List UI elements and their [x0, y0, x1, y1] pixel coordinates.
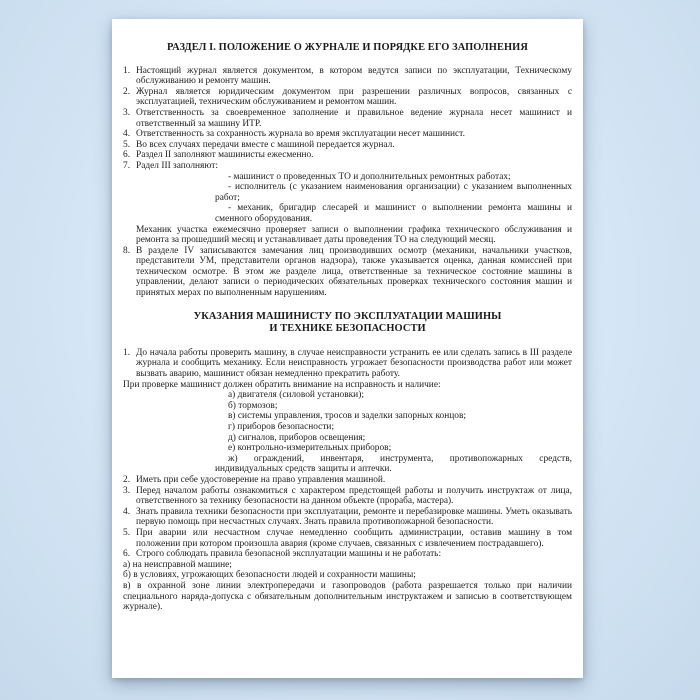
item-number: 4. [123, 129, 131, 140]
list-item [123, 549, 572, 560]
item-text: Иметь при себе удостоверение на право управления машиной. [136, 474, 386, 485]
list-item [123, 150, 572, 161]
list-item [123, 528, 572, 549]
sub-list-item: - машинист о проведенных ТО и дополнительных ремонтных работах; [228, 171, 511, 182]
item-number: 2. [123, 86, 131, 97]
check-list-item: д) сигналов, приборов освещения; [228, 432, 366, 443]
item-number: 8. [123, 245, 131, 256]
check-list-item: е) контрольно-измерительных приборов; [228, 443, 392, 454]
item-number: 7. [123, 160, 131, 171]
item-text: Раздел II заполняют машинисты ежесменно. [136, 150, 314, 161]
section2-title [123, 311, 572, 336]
item-number: 6. [123, 150, 131, 161]
list-item [123, 161, 572, 172]
list-item [123, 246, 572, 299]
item-number: 5. [123, 139, 131, 150]
item-number: 1. [123, 65, 131, 76]
item-text: Строго соблюдать правила безопасной эксплуатации машины и не работать: [136, 549, 442, 560]
check-list-item: а) двигателя (силовой установки); [228, 390, 364, 401]
list-item [123, 66, 572, 87]
item-number: 6. [123, 549, 131, 560]
page-content [112, 19, 583, 678]
item-number: 3. [123, 107, 131, 118]
sub-list-item: - механик, бригадир слесарей и машинист о выполнении ремонта машины и сменного оборудования. [215, 203, 572, 224]
item-text: При аварии или несчастном случае немедленно сообщить администрации, оставив машину в том положении при котором произошла авария (кроме случаев, связанных с извлечением пострадавшего). [136, 527, 572, 549]
sub-list-item: - исполнитель (с указанием наименования организации) с указанием выполненных работ; [215, 182, 572, 203]
item-number: 3. [123, 485, 131, 496]
item-text: Во всех случаях передачи вместе с машиной передается журнал. [136, 139, 395, 150]
item-number: 5. [123, 527, 131, 538]
mechanic-note: Механик участка ежемесячно проверяет записи о выполнении графика технического обслуживания и ремонта за прошедший месяц и устанавливает даты проведения ТО на следующий месяц. [136, 224, 572, 246]
check-list-item: г) приборов безопасности; [228, 422, 335, 432]
dont-list-item: б) в условиях, угрожающих безопасности людей и сохранности машины; [123, 570, 416, 581]
check-list-item: б) тормозов; [228, 400, 278, 411]
item-text: Знать правила техники безопасности при эксплуатации, ремонте и перебазировке машины. Уметь оказывать первую помощь при несчастных случаях. Знать правила противопожарной безопасности. [136, 506, 572, 528]
item-text: В разделе IV записываются замечания лиц производивших осмотр (механики, начальники участков, представители УМ, представители органов надзора), также указывается оценка, данная комиссией при техническом осмотре. В этом же разделе лица, ответственные за техническое состояние машины в управлении, делают записи о периодических обязательных проверках технического состояния машин и принятых мерах по выполненным нарушениям. [136, 245, 572, 299]
item-text: Ответственность за своевременное заполнение и правильное ведение журнала несет машинист и ответственный за машину ИТР. [136, 107, 572, 129]
list-item [123, 486, 572, 507]
list-item [123, 108, 572, 129]
list-item [123, 507, 572, 528]
item-text: Перед началом работы ознакомиться с характером предстоящей работы и получить инструктаж от лица, ответственного за технику безопасности на данном объекте (прораба, мастера). [136, 485, 572, 507]
item-text: Ответственность за сохранность журнала во время эксплуатации несет машинист. [136, 129, 465, 140]
item-number: 2. [123, 474, 131, 485]
check-list-item: в) системы управления, тросов и заделки запорных концов; [228, 411, 466, 422]
item-text: Радел III заполняют: [136, 160, 218, 171]
check-intro: При проверке машинист должен обратить внимание на исправность и наличие: [123, 379, 441, 390]
check-list-item: ж) ограждений, инвентаря, инструмента, противопожарных средств, индивидуальных средств защиты и аптечки. [215, 453, 572, 475]
list-item [123, 348, 572, 380]
section1-title: РАЗДЕЛ I. ПОЛОЖЕНИЕ О ЖУРНАЛЕ И ПОРЯДКЕ ЕГО ЗАПОЛНЕНИЯ [167, 42, 528, 53]
document-page [112, 19, 583, 678]
list-item [123, 87, 572, 108]
item-text: Журнал является юридическим документом при разрешении различных вопросов, связанных с эксплуатацией, техническим обслуживанием и ремонтом машин. [136, 86, 572, 108]
item-number: 4. [123, 506, 131, 517]
list-item [123, 475, 572, 486]
section2-title-line2: И ТЕХНИКЕ БЕЗОПАСНОСТИ [269, 323, 426, 335]
dont-list-item: а) на неисправной машине; [123, 559, 232, 570]
list-item [123, 129, 572, 140]
item-text: Настоящий журнал является документом, в котором ведутся записи по эксплуатации, Техническому обслуживанию и ремонту машин. [136, 65, 572, 87]
dont-list-item: в) в охранной зоне линии электропередачи и газопроводов (работа разрешается только при наличии специального наряда-допуска с обязательным дополнительным инструктажем и записью в соответствующем журнале). [123, 580, 572, 613]
item-number: 1. [123, 347, 131, 358]
section2-title-line1: УКАЗАНИЯ МАШИНИСТУ ПО ЭКСПЛУАТАЦИИ МАШИНЫ [193, 310, 502, 322]
item-text: До начала работы проверить машину, в случае неисправности устранить ее или сделать запись в III разделе журнала и сообщить механику. Если неисправность угрожает безопасности производства работ или может вызвать аварию, машинист обязан немедленно прекратить работу. [136, 347, 572, 380]
list-item [123, 140, 572, 151]
